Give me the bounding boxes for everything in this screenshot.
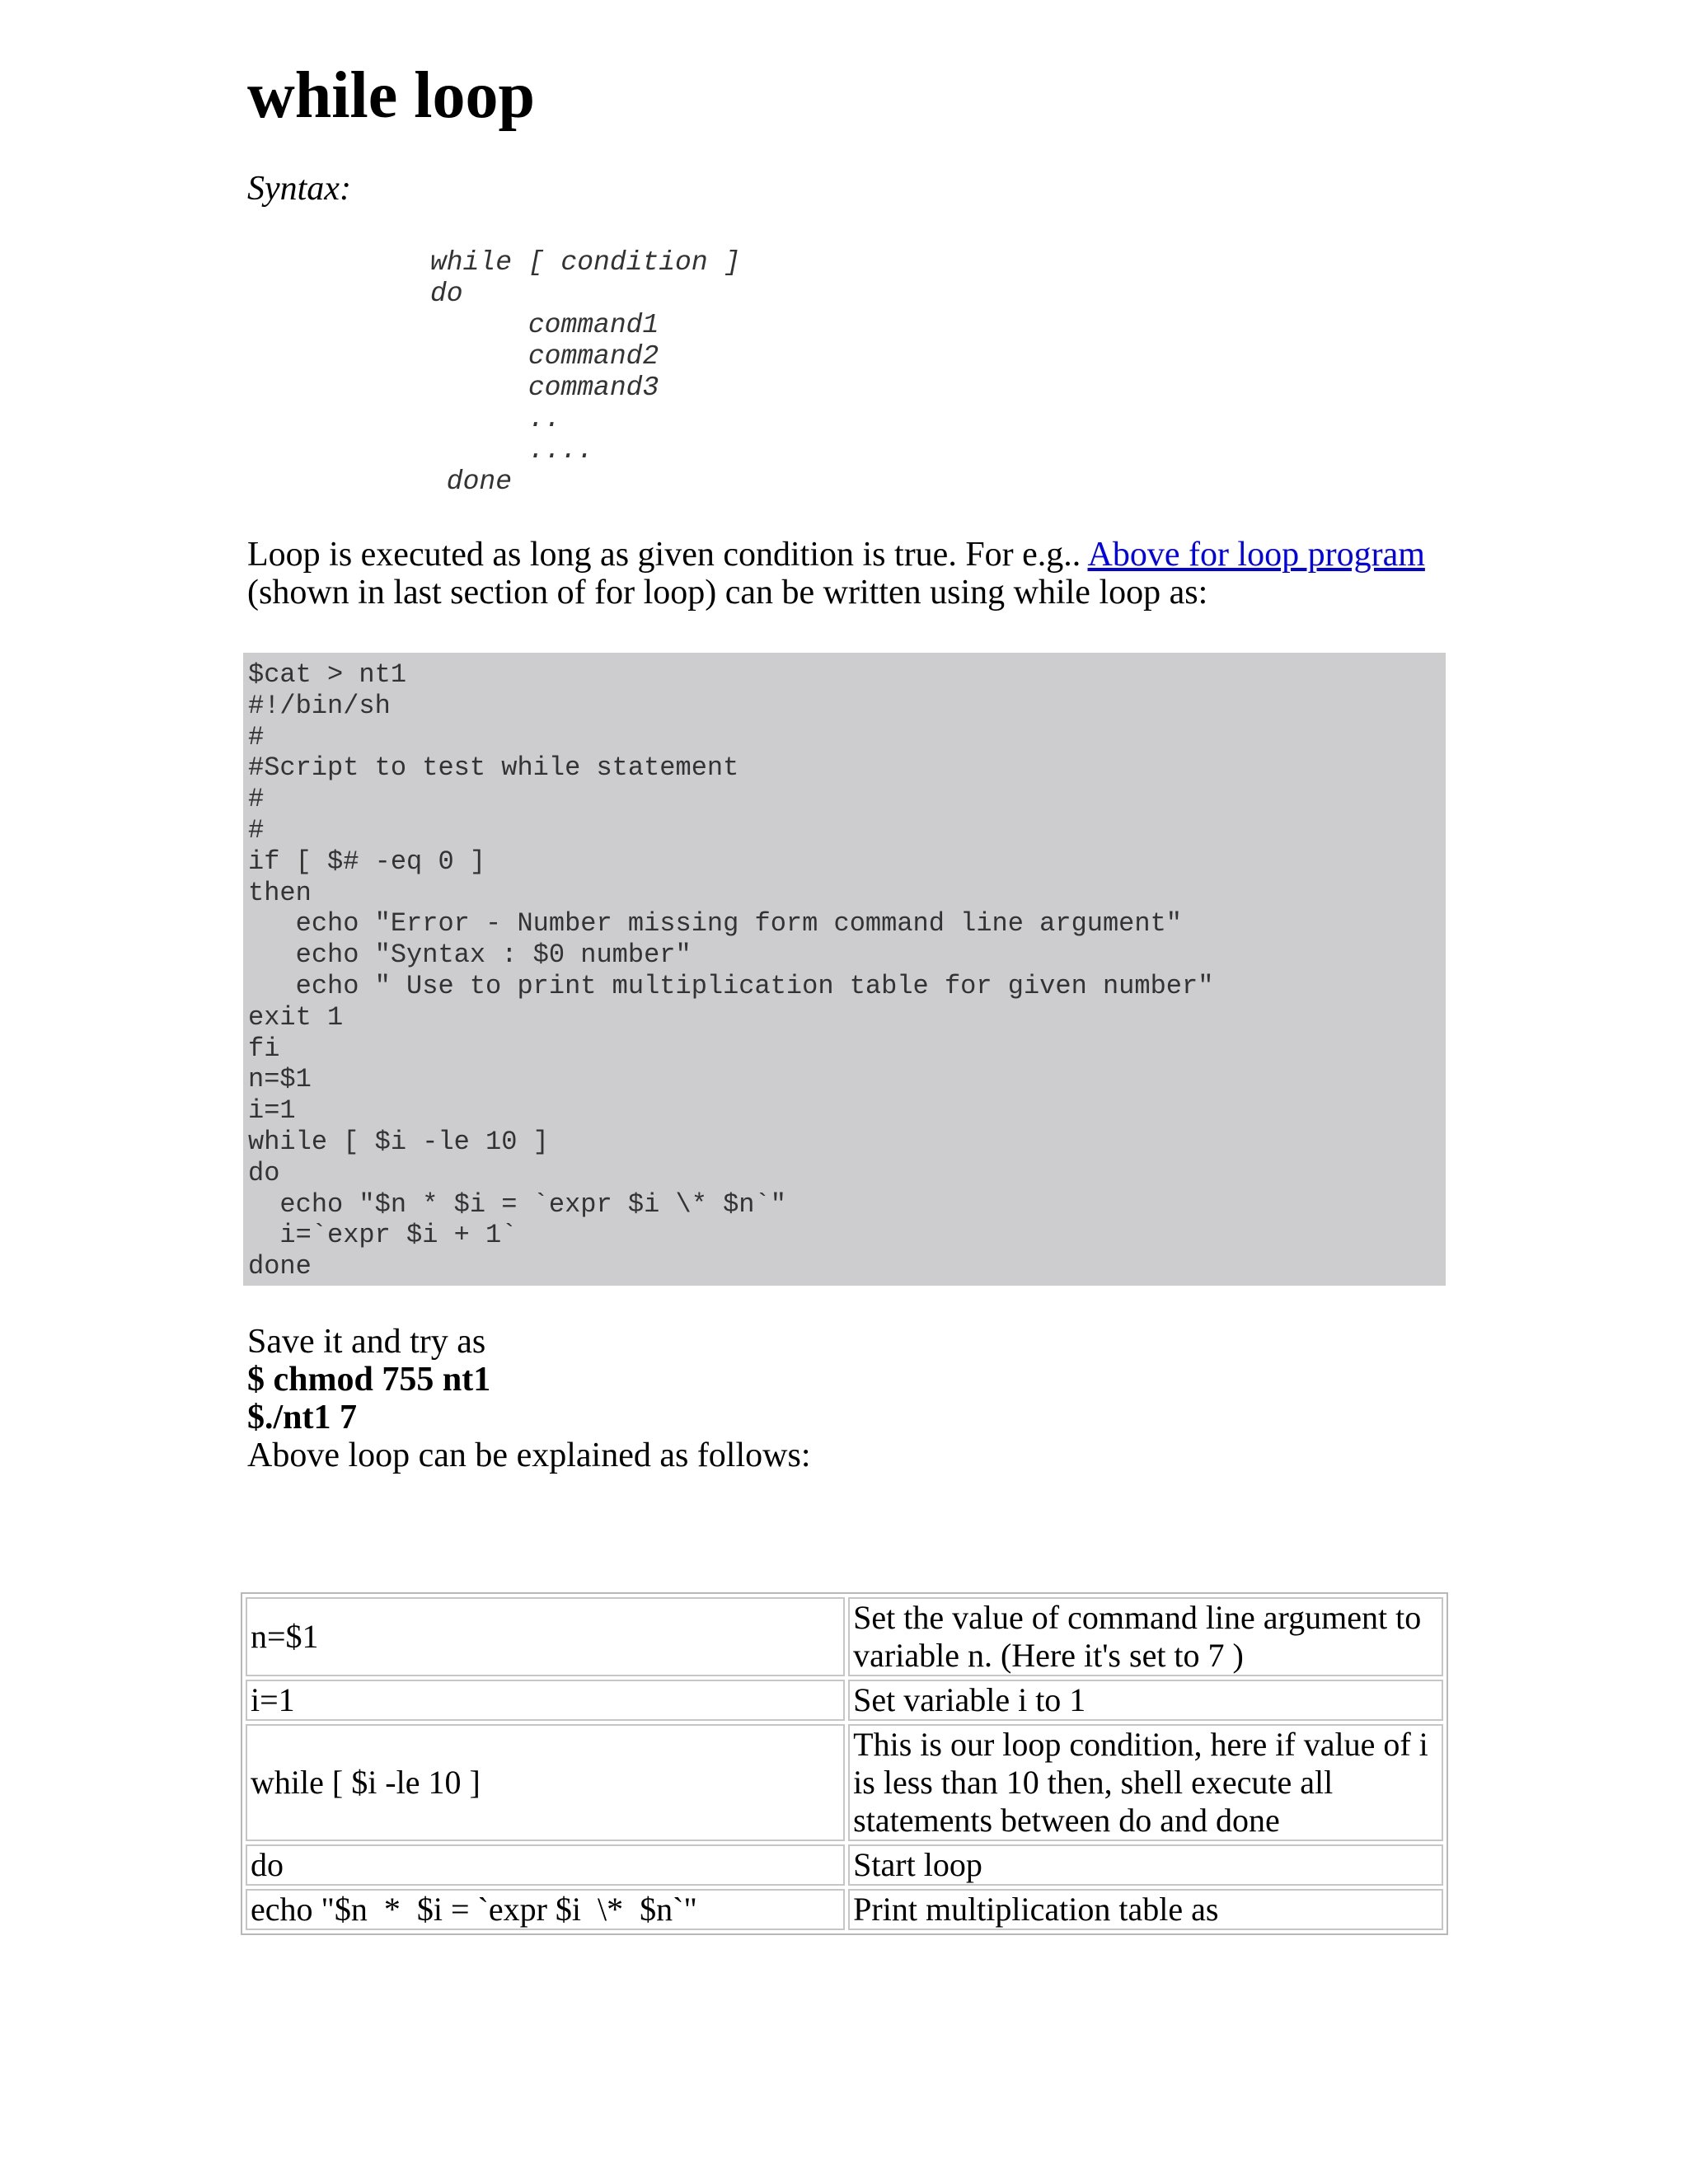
table-row	[246, 1597, 1443, 1676]
table-row	[246, 1889, 1443, 1930]
table-row	[246, 1844, 1443, 1886]
script-code-block: $cat > nt1 #!/bin/sh # #Script to test while statement # # if [ $# -eq 0 ] then echo "Error - Number missing form command line argument" echo "Syntax : $0 number" echo " Use to print multiplication table for given number" exit 1 fi n=$1 i=1 while [ $i -le 10 ] do echo "$n * $i = `expr $i \* $n`" i=`expr $i + 1` done	[243, 653, 1446, 1286]
table-cell-code: while [ $i -le 10 ]	[246, 1724, 845, 1841]
syntax-label: Syntax:	[247, 170, 351, 208]
intro-paragraph	[247, 536, 1442, 612]
run-command: $./nt1 7	[247, 1399, 358, 1436]
run-instructions	[247, 1323, 810, 1474]
table-cell-description: Start loop	[848, 1844, 1443, 1886]
explanation-intro: Above loop can be explained as follows:	[247, 1436, 811, 1474]
table-cell-code: i=1	[246, 1680, 845, 1721]
intro-text-after-link: (shown in last section of for loop) can be written using while loop as:	[247, 574, 1208, 612]
table-cell-description: Set the value of command line argument to variable n. (Here it's set to 7 )	[848, 1597, 1443, 1676]
explanation-table	[241, 1592, 1448, 1935]
table-row	[246, 1680, 1443, 1721]
table-cell-description: This is our loop condition, here if value of i is less than 10 then, shell execute all statements between do and done	[848, 1724, 1443, 1841]
chmod-command: $ chmod 755 nt1	[247, 1361, 491, 1399]
table-cell-code: n=$1	[246, 1597, 845, 1676]
intro-text-before-link: Loop is executed as long as given condition is true. For e.g..	[247, 536, 1088, 574]
table-cell-description: Print multiplication table as	[848, 1889, 1443, 1930]
for-loop-program-link[interactable]: Above for loop program	[1087, 536, 1425, 574]
table-cell-code: echo "$n * $i = `expr $i \* $n`"	[246, 1889, 845, 1930]
table-cell-description: Set variable i to 1	[848, 1680, 1443, 1721]
page-title: while loop	[247, 59, 535, 132]
table-cell-code: do	[246, 1844, 845, 1886]
syntax-code-block: while [ condition ] do command1 command2 command3 .. .... done	[430, 247, 741, 497]
save-instruction: Save it and try as	[247, 1323, 486, 1361]
table-row	[246, 1724, 1443, 1841]
